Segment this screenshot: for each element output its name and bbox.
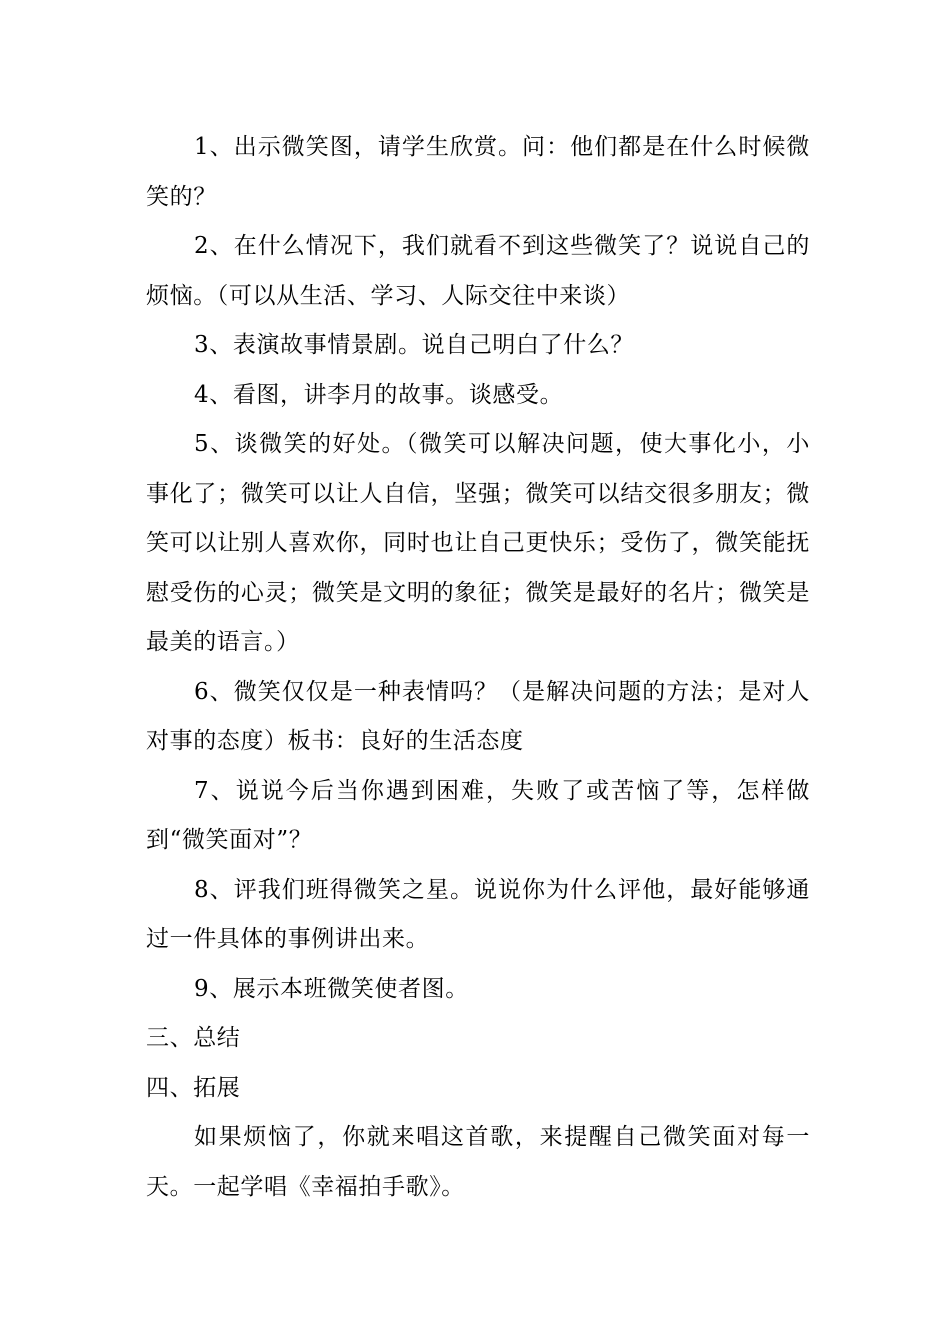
paragraph-item-5: 5、谈微笑的好处。（微笑可以解决问题，使大事化小，小事化了；微笑可以让人自信，坚强；微笑可以结交很多朋友；微笑可以让别人喜欢你，同时也让自己更快乐；受伤了，微笑能抚慰受伤的心灵；微笑是文明的象征；微笑是最好的名片；微笑是最美的语言。） [146,431,810,655]
paragraph-item-9: 9、展示本班微笑使者图。 [194,975,469,1002]
section-heading-extension: 四、拓展 [146,1074,241,1101]
paragraph-item-2: 2、在什么情况下，我们就看不到这些微笑了？说说自己的烦恼。（可以从生活、学习、人际交往中来谈） [146,233,810,309]
document-body [146,123,810,1212]
paragraph-item-6: 6、微笑仅仅是一种表情吗？（是解决问题的方法；是对人对事的态度）板书：良好的生活态度 [146,678,810,754]
paragraph-item-1: 1、出示微笑图，请学生欣赏。问：他们都是在什么时候微笑的？ [146,134,810,210]
paragraph-item-7: 7、说说今后当你遇到困难，失败了或苦恼了等，怎样做到“微笑面对”？ [146,777,810,853]
paragraph-item-8: 8、评我们班得微笑之星。说说你为什么评他，最好能够通过一件具体的事例讲出来。 [146,876,810,952]
section-heading-summary: 三、总结 [146,1025,241,1051]
paragraph-item-3: 3、表演故事情景剧。说自己明白了什么？ [194,332,635,358]
paragraph-item-4: 4、看图，讲李月的故事。谈感受。 [194,381,564,408]
paragraph-closing: 如果烦恼了，你就来唱这首歌，来提醒自己微笑面对每一天。一起学唱《幸福拍手歌》。 [146,1124,810,1200]
